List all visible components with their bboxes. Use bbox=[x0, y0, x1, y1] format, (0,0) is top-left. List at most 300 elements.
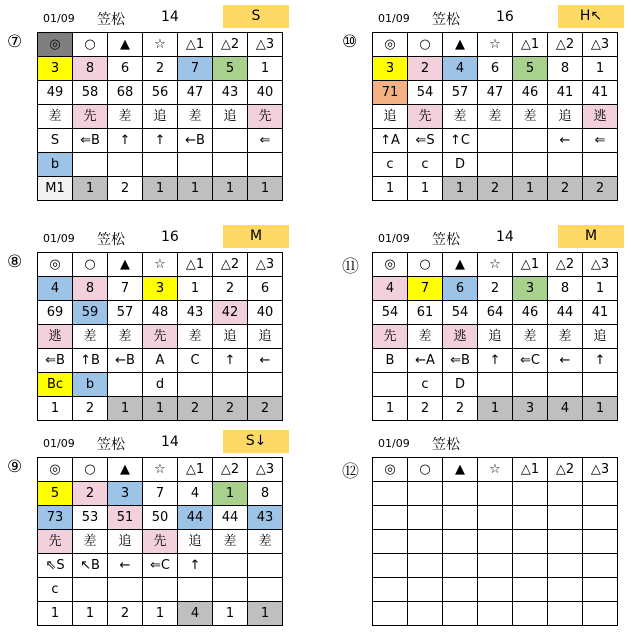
table-cell: 4 bbox=[443, 57, 478, 81]
mark-header-cell: ◎ bbox=[373, 253, 408, 277]
table-row bbox=[38, 506, 283, 530]
table-cell: 2 bbox=[213, 277, 248, 301]
race-field-size: 16 bbox=[161, 229, 179, 245]
mark-header-row bbox=[38, 253, 283, 277]
table-cell: 1 bbox=[248, 57, 283, 81]
table-cell: 57 bbox=[108, 301, 143, 325]
mark-header-cell: ◎ bbox=[38, 458, 73, 482]
mark-header-cell: ○ bbox=[408, 458, 443, 482]
table-cell: 逃 bbox=[583, 105, 618, 129]
table-cell: 差 bbox=[38, 105, 73, 129]
table-cell: 逃 bbox=[38, 325, 73, 349]
table-cell: M1 bbox=[38, 177, 73, 201]
table-cell: 差 bbox=[443, 105, 478, 129]
race-date: 01/09 bbox=[378, 12, 410, 25]
table-cell: 4 bbox=[373, 277, 408, 301]
table-cell bbox=[513, 482, 548, 506]
table-cell: b bbox=[38, 153, 73, 177]
table-cell bbox=[408, 506, 443, 530]
table-cell: 追 bbox=[248, 325, 283, 349]
table-cell bbox=[548, 373, 583, 397]
mark-header-cell: △1 bbox=[513, 458, 548, 482]
mark-header-cell: ◎ bbox=[38, 33, 73, 57]
table-cell bbox=[408, 530, 443, 554]
table-cell: ⇐S bbox=[408, 129, 443, 153]
mark-header-cell: ○ bbox=[73, 253, 108, 277]
table-cell bbox=[373, 482, 408, 506]
table-cell: ↑ bbox=[478, 349, 513, 373]
table-cell: C bbox=[178, 349, 213, 373]
table-cell: b bbox=[73, 373, 108, 397]
table-cell: 1 bbox=[73, 602, 108, 626]
table-row bbox=[373, 373, 618, 397]
race-date: 01/09 bbox=[43, 12, 75, 25]
table-row bbox=[373, 578, 618, 602]
table-cell: 1 bbox=[38, 397, 73, 421]
table-cell bbox=[408, 482, 443, 506]
race-field-size: 14 bbox=[161, 434, 179, 450]
table-cell: 8 bbox=[73, 57, 108, 81]
table-cell bbox=[478, 129, 513, 153]
table-cell: 64 bbox=[478, 301, 513, 325]
table-cell: ← bbox=[548, 129, 583, 153]
table-cell bbox=[478, 373, 513, 397]
mark-header-cell: ☆ bbox=[143, 33, 178, 57]
table-cell: ↖B bbox=[73, 554, 108, 578]
mark-header-row bbox=[373, 33, 618, 57]
table-cell bbox=[373, 373, 408, 397]
table-cell: 3 bbox=[513, 397, 548, 421]
race-date: 01/09 bbox=[43, 232, 75, 245]
race-number: ⑪ bbox=[342, 257, 359, 277]
table-cell: 追 bbox=[583, 325, 618, 349]
table-cell: ↑ bbox=[213, 349, 248, 373]
table-cell: ↑ bbox=[583, 349, 618, 373]
table-row bbox=[38, 153, 283, 177]
table-cell bbox=[373, 530, 408, 554]
table-cell: 先 bbox=[373, 325, 408, 349]
mark-header-cell: ◎ bbox=[373, 458, 408, 482]
table-cell: 2 bbox=[73, 482, 108, 506]
table-cell: ↑C bbox=[443, 129, 478, 153]
table-row bbox=[373, 349, 618, 373]
table-cell: 2 bbox=[548, 177, 583, 201]
table-cell bbox=[108, 153, 143, 177]
table-cell bbox=[583, 578, 618, 602]
table-cell: 2 bbox=[108, 602, 143, 626]
table-cell bbox=[373, 554, 408, 578]
prediction-table bbox=[372, 252, 618, 421]
table-cell: 73 bbox=[38, 506, 73, 530]
table-cell bbox=[443, 530, 478, 554]
table-cell bbox=[143, 153, 178, 177]
table-cell: ↑B bbox=[73, 349, 108, 373]
mark-header-cell: △2 bbox=[213, 253, 248, 277]
table-cell: 1 bbox=[38, 602, 73, 626]
table-cell bbox=[583, 482, 618, 506]
race-grade-badge: S bbox=[223, 5, 289, 28]
mark-header-cell: △2 bbox=[548, 253, 583, 277]
race-venue: 笠松 bbox=[97, 437, 125, 453]
table-cell bbox=[478, 578, 513, 602]
table-cell: 71 bbox=[373, 81, 408, 105]
table-cell: 先 bbox=[143, 530, 178, 554]
table-cell: ← bbox=[108, 554, 143, 578]
table-cell: c bbox=[408, 153, 443, 177]
table-cell bbox=[583, 554, 618, 578]
table-cell: 2 bbox=[408, 397, 443, 421]
table-cell: 1 bbox=[143, 397, 178, 421]
table-cell: 1 bbox=[478, 397, 513, 421]
table-cell: 54 bbox=[443, 301, 478, 325]
table-cell: 1 bbox=[408, 177, 443, 201]
table-cell bbox=[478, 530, 513, 554]
table-cell: 2 bbox=[443, 397, 478, 421]
mark-header-cell: △3 bbox=[583, 33, 618, 57]
table-cell: 2 bbox=[143, 57, 178, 81]
table-cell: 42 bbox=[213, 301, 248, 325]
table-row bbox=[373, 325, 618, 349]
table-cell: 差 bbox=[248, 530, 283, 554]
table-cell bbox=[178, 153, 213, 177]
table-row bbox=[38, 81, 283, 105]
table-cell: 50 bbox=[143, 506, 178, 530]
race-header bbox=[372, 430, 631, 454]
table-cell: 59 bbox=[73, 301, 108, 325]
table-cell: 7 bbox=[178, 57, 213, 81]
table-row bbox=[38, 530, 283, 554]
race-header bbox=[372, 5, 631, 29]
table-cell: B bbox=[373, 349, 408, 373]
mark-header-cell: ▲ bbox=[108, 458, 143, 482]
table-row bbox=[373, 554, 618, 578]
race-header bbox=[372, 225, 631, 249]
table-cell: 40 bbox=[248, 301, 283, 325]
table-cell: 差 bbox=[408, 325, 443, 349]
mark-header-cell: △1 bbox=[178, 458, 213, 482]
table-cell bbox=[513, 530, 548, 554]
table-cell: 1 bbox=[213, 602, 248, 626]
table-cell bbox=[478, 506, 513, 530]
table-cell: 69 bbox=[38, 301, 73, 325]
mark-header-row bbox=[38, 33, 283, 57]
table-row bbox=[373, 105, 618, 129]
race-number: ⑫ bbox=[342, 462, 359, 482]
table-cell bbox=[548, 506, 583, 530]
table-cell: 追 bbox=[213, 325, 248, 349]
race-date: 01/09 bbox=[378, 232, 410, 245]
table-cell bbox=[513, 153, 548, 177]
table-cell: D bbox=[443, 153, 478, 177]
table-cell: 1 bbox=[213, 177, 248, 201]
table-row bbox=[38, 578, 283, 602]
race-number: ⑦ bbox=[7, 32, 23, 52]
race-grade-badge: M bbox=[558, 225, 624, 248]
table-cell bbox=[73, 578, 108, 602]
table-cell: 1 bbox=[213, 482, 248, 506]
table-cell: 5 bbox=[513, 57, 548, 81]
table-cell bbox=[443, 482, 478, 506]
table-cell: 46 bbox=[513, 81, 548, 105]
table-cell bbox=[548, 482, 583, 506]
mark-header-cell: ☆ bbox=[478, 253, 513, 277]
table-cell: ←A bbox=[408, 349, 443, 373]
table-cell: Bc bbox=[38, 373, 73, 397]
table-cell: 5 bbox=[38, 482, 73, 506]
table-row bbox=[38, 129, 283, 153]
table-cell: ⇐B bbox=[73, 129, 108, 153]
table-cell: 追 bbox=[143, 105, 178, 129]
table-cell: 2 bbox=[213, 397, 248, 421]
table-cell: 差 bbox=[513, 325, 548, 349]
table-cell: 2 bbox=[178, 397, 213, 421]
table-cell: 2 bbox=[73, 397, 108, 421]
table-cell bbox=[443, 578, 478, 602]
table-cell: 1 bbox=[143, 177, 178, 201]
table-cell: ⇐ bbox=[248, 129, 283, 153]
table-cell: 61 bbox=[408, 301, 443, 325]
mark-header-cell: ☆ bbox=[143, 458, 178, 482]
table-cell bbox=[548, 602, 583, 626]
mark-header-cell: ☆ bbox=[478, 33, 513, 57]
table-cell: 2 bbox=[408, 57, 443, 81]
table-cell: c bbox=[38, 578, 73, 602]
race-venue: 笠松 bbox=[432, 232, 460, 248]
table-cell: ⇐B bbox=[443, 349, 478, 373]
table-cell: c bbox=[408, 373, 443, 397]
table-row bbox=[373, 129, 618, 153]
table-cell bbox=[143, 578, 178, 602]
table-row bbox=[373, 301, 618, 325]
mark-header-cell: △3 bbox=[248, 253, 283, 277]
table-cell: 1 bbox=[178, 177, 213, 201]
table-cell bbox=[248, 153, 283, 177]
table-cell bbox=[108, 578, 143, 602]
table-cell: 6 bbox=[443, 277, 478, 301]
table-cell bbox=[583, 530, 618, 554]
table-cell: c bbox=[373, 153, 408, 177]
table-cell bbox=[478, 482, 513, 506]
table-cell: 8 bbox=[548, 57, 583, 81]
table-cell bbox=[213, 554, 248, 578]
table-cell: 4 bbox=[38, 277, 73, 301]
table-cell: ⇐ bbox=[583, 129, 618, 153]
table-row bbox=[38, 554, 283, 578]
table-row bbox=[38, 105, 283, 129]
race-grade-badge: H↖ bbox=[558, 5, 624, 28]
table-cell: 54 bbox=[373, 301, 408, 325]
table-cell: 44 bbox=[213, 506, 248, 530]
mark-header-cell: △1 bbox=[178, 253, 213, 277]
table-cell: 1 bbox=[248, 602, 283, 626]
table-cell: 差 bbox=[73, 325, 108, 349]
mark-header-cell: ○ bbox=[408, 33, 443, 57]
table-cell bbox=[408, 578, 443, 602]
table-cell: ↑ bbox=[108, 129, 143, 153]
table-cell: ↑ bbox=[143, 129, 178, 153]
table-cell: ←B bbox=[108, 349, 143, 373]
table-cell: 1 bbox=[583, 57, 618, 81]
table-cell: ←B bbox=[178, 129, 213, 153]
table-cell: ⇐B bbox=[38, 349, 73, 373]
table-row bbox=[38, 349, 283, 373]
table-cell: ↑ bbox=[178, 554, 213, 578]
table-cell: 49 bbox=[38, 81, 73, 105]
mark-header-cell: ▲ bbox=[443, 253, 478, 277]
table-cell: 差 bbox=[178, 325, 213, 349]
table-cell: 2 bbox=[583, 177, 618, 201]
race-venue: 笠松 bbox=[432, 437, 460, 453]
mark-header-cell: △1 bbox=[178, 33, 213, 57]
prediction-table bbox=[37, 32, 283, 201]
table-cell bbox=[408, 602, 443, 626]
prediction-table bbox=[37, 252, 283, 421]
table-cell: 1 bbox=[513, 177, 548, 201]
table-cell: 47 bbox=[178, 81, 213, 105]
table-cell: 41 bbox=[583, 301, 618, 325]
mark-header-cell: △3 bbox=[583, 458, 618, 482]
table-cell: 6 bbox=[248, 277, 283, 301]
table-cell bbox=[373, 506, 408, 530]
table-cell: 1 bbox=[143, 602, 178, 626]
mark-header-cell: ○ bbox=[73, 33, 108, 57]
table-cell: 追 bbox=[478, 325, 513, 349]
table-cell: 1 bbox=[583, 277, 618, 301]
table-cell: 5 bbox=[213, 57, 248, 81]
table-row bbox=[373, 506, 618, 530]
table-cell bbox=[583, 373, 618, 397]
table-cell: 58 bbox=[73, 81, 108, 105]
table-cell: 1 bbox=[583, 397, 618, 421]
table-cell bbox=[513, 129, 548, 153]
table-cell: 57 bbox=[443, 81, 478, 105]
table-cell: 差 bbox=[108, 325, 143, 349]
table-row bbox=[38, 602, 283, 626]
table-cell: 8 bbox=[73, 277, 108, 301]
table-cell bbox=[513, 554, 548, 578]
table-cell bbox=[478, 554, 513, 578]
table-cell: 先 bbox=[248, 105, 283, 129]
table-cell: 差 bbox=[178, 105, 213, 129]
mark-header-cell: △3 bbox=[248, 458, 283, 482]
table-cell bbox=[548, 554, 583, 578]
table-cell: 逃 bbox=[443, 325, 478, 349]
table-cell: 41 bbox=[583, 81, 618, 105]
race-field-size: 16 bbox=[496, 9, 514, 25]
race-number: ⑨ bbox=[7, 457, 23, 477]
table-cell bbox=[583, 506, 618, 530]
table-cell bbox=[443, 554, 478, 578]
table-cell: 41 bbox=[548, 81, 583, 105]
table-cell: 差 bbox=[73, 530, 108, 554]
table-cell bbox=[248, 578, 283, 602]
mark-header-cell: ▲ bbox=[108, 253, 143, 277]
mark-header-cell: ▲ bbox=[443, 458, 478, 482]
table-cell bbox=[583, 153, 618, 177]
mark-header-cell: ◎ bbox=[373, 33, 408, 57]
race-venue: 笠松 bbox=[97, 12, 125, 28]
table-cell: 8 bbox=[248, 482, 283, 506]
table-cell: ⇖S bbox=[38, 554, 73, 578]
table-row bbox=[38, 373, 283, 397]
table-cell: 先 bbox=[73, 105, 108, 129]
table-cell bbox=[213, 578, 248, 602]
table-cell: 追 bbox=[373, 105, 408, 129]
table-cell: 差 bbox=[513, 105, 548, 129]
race-header bbox=[37, 225, 307, 249]
mark-header-cell: △3 bbox=[583, 253, 618, 277]
table-cell: 2 bbox=[478, 277, 513, 301]
table-cell: 先 bbox=[38, 530, 73, 554]
mark-header-row bbox=[38, 458, 283, 482]
race-date: 01/09 bbox=[378, 437, 410, 450]
table-cell bbox=[513, 373, 548, 397]
mark-header-cell: △1 bbox=[513, 253, 548, 277]
race-venue: 笠松 bbox=[432, 12, 460, 28]
table-cell: 7 bbox=[108, 277, 143, 301]
mark-header-cell: △2 bbox=[213, 33, 248, 57]
table-row bbox=[38, 325, 283, 349]
table-cell: 2 bbox=[248, 397, 283, 421]
table-cell: 6 bbox=[478, 57, 513, 81]
table-cell: 差 bbox=[478, 105, 513, 129]
table-cell bbox=[373, 602, 408, 626]
table-cell: 1 bbox=[373, 177, 408, 201]
table-cell: 1 bbox=[373, 397, 408, 421]
race-grade-badge: M bbox=[223, 225, 289, 248]
mark-header-cell: ○ bbox=[73, 458, 108, 482]
race-number: ⑧ bbox=[7, 252, 23, 272]
table-cell bbox=[548, 530, 583, 554]
prediction-table bbox=[372, 457, 618, 626]
table-cell bbox=[478, 153, 513, 177]
table-cell bbox=[178, 373, 213, 397]
race-date: 01/09 bbox=[43, 437, 75, 450]
table-cell: 3 bbox=[108, 482, 143, 506]
table-cell: 44 bbox=[178, 506, 213, 530]
table-cell: 1 bbox=[108, 397, 143, 421]
table-cell bbox=[213, 153, 248, 177]
table-cell bbox=[248, 554, 283, 578]
table-cell: d bbox=[143, 373, 178, 397]
mark-header-cell: ◎ bbox=[38, 253, 73, 277]
table-cell: 1 bbox=[248, 177, 283, 201]
table-cell: 3 bbox=[373, 57, 408, 81]
race-venue: 笠松 bbox=[97, 232, 125, 248]
table-row bbox=[38, 482, 283, 506]
table-cell: 43 bbox=[178, 301, 213, 325]
table-cell: 4 bbox=[178, 602, 213, 626]
table-cell: 追 bbox=[178, 530, 213, 554]
table-cell: 44 bbox=[548, 301, 583, 325]
table-cell: 43 bbox=[213, 81, 248, 105]
table-row bbox=[38, 397, 283, 421]
table-cell: 先 bbox=[408, 105, 443, 129]
table-cell: 53 bbox=[73, 506, 108, 530]
race-field-size: 14 bbox=[496, 229, 514, 245]
mark-header-cell: △3 bbox=[248, 33, 283, 57]
table-cell: 46 bbox=[513, 301, 548, 325]
table-cell bbox=[213, 129, 248, 153]
prediction-table bbox=[372, 32, 618, 201]
table-cell: 先 bbox=[143, 325, 178, 349]
table-cell: 追 bbox=[548, 105, 583, 129]
table-cell: 6 bbox=[108, 57, 143, 81]
table-cell: 7 bbox=[408, 277, 443, 301]
table-cell bbox=[548, 153, 583, 177]
table-cell: ← bbox=[548, 349, 583, 373]
table-cell: D bbox=[443, 373, 478, 397]
